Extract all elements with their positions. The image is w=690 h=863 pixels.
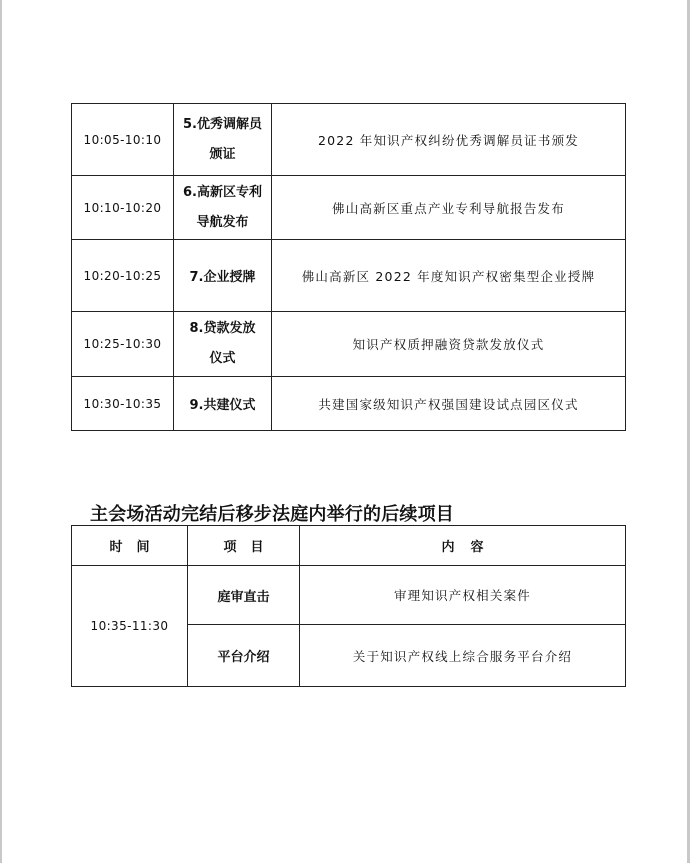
table-row	[72, 312, 626, 377]
followup-table	[71, 525, 626, 687]
table-row	[72, 566, 626, 625]
header-content: 内容	[300, 526, 626, 566]
item-line: 5.优秀调解员	[183, 116, 262, 132]
header-row	[72, 526, 626, 566]
table-row	[72, 377, 626, 431]
table-row	[72, 240, 626, 312]
description-cell: 审理知识产权相关案件	[300, 566, 626, 625]
item-cell: 9.共建仪式	[174, 377, 272, 431]
table-row	[72, 176, 626, 240]
item-cell	[174, 104, 272, 176]
item-line: 仪式	[209, 351, 236, 366]
item-line: 6.高新区专利	[183, 184, 262, 200]
time-cell: 10:05-10:10	[72, 104, 174, 176]
item-line: 8.贷款发放	[189, 321, 256, 336]
item-cell	[174, 312, 272, 377]
item-line: 导航发布	[196, 214, 249, 230]
item-cell	[174, 176, 272, 240]
item-cell: 平台介绍	[188, 625, 300, 687]
header-time: 时间	[72, 526, 188, 566]
description-cell: 2022 年知识产权纠纷优秀调解员证书颁发	[272, 104, 626, 176]
item-cell: 庭审直击	[188, 566, 300, 625]
description-cell: 知识产权质押融资贷款发放仪式	[272, 312, 626, 377]
schedule-table	[71, 103, 626, 431]
description-cell: 关于知识产权线上综合服务平台介绍	[300, 625, 626, 687]
time-cell: 10:35-11:30	[72, 566, 188, 687]
time-cell: 10:20-10:25	[72, 240, 174, 312]
section-title: 主会场活动完结后移步法庭内举行的后续项目	[90, 504, 454, 525]
item-line: 颁证	[209, 146, 236, 162]
time-cell: 10:10-10:20	[72, 176, 174, 240]
description-cell: 佛山高新区 2022 年度知识产权密集型企业授牌	[272, 240, 626, 312]
table-row	[72, 104, 626, 176]
page-left-edge	[0, 0, 2, 863]
item-cell: 7.企业授牌	[174, 240, 272, 312]
time-cell: 10:25-10:30	[72, 312, 174, 377]
description-cell: 共建国家级知识产权强国建设试点园区仪式	[272, 377, 626, 431]
header-item: 项目	[188, 526, 300, 566]
time-cell: 10:30-10:35	[72, 377, 174, 431]
description-cell: 佛山高新区重点产业专利导航报告发布	[272, 176, 626, 240]
